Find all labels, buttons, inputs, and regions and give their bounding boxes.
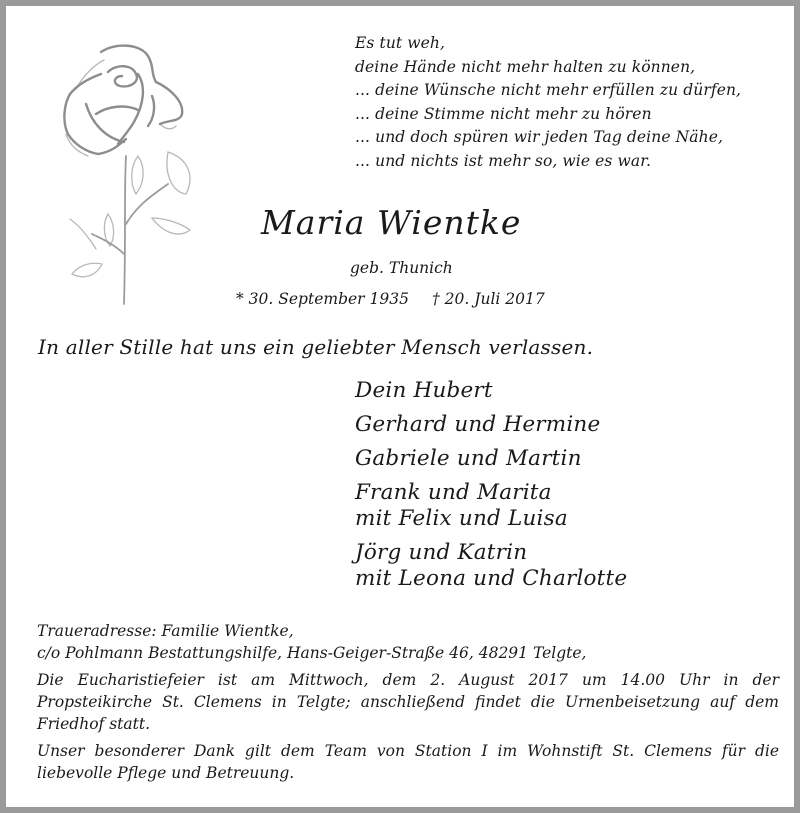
address-line: Traueradresse: Familie Wientke, — [37, 622, 294, 640]
family-list — [355, 378, 627, 600]
family-line: mit Leona und Charlotte — [355, 566, 628, 591]
poem — [355, 32, 741, 173]
address-line: c/o Pohlmann Bestattungshilfe, Hans-Geiger-Straße 46, 48291 Telgte, — [37, 644, 587, 662]
intro-text: In aller Stille hat uns ein geliebter Mensch verlassen. — [38, 335, 594, 359]
poem-line: ... deine Wünsche nicht mehr erfüllen zu dürfen, — [355, 81, 742, 99]
death-date: † 20. Juli 2017 — [432, 290, 545, 308]
family-group — [355, 446, 627, 472]
family-group — [355, 480, 627, 532]
maiden-name: geb. Thunich — [350, 259, 453, 277]
poem-line: ... und nichts ist mehr so, wie es war. — [355, 151, 652, 170]
family-group — [355, 378, 627, 404]
family-group — [355, 540, 627, 592]
family-line: Gabriele und Martin — [355, 446, 582, 471]
poem-line: deine Hände nicht mehr halten zu können, — [355, 57, 696, 76]
service-info: Die Eucharistiefeier ist am Mittwoch, dem 2. August 2017 um 14.00 Uhr in der Propsteikirche St. Clemens in Telgte; anschließend findet die Urnenbeisetzung auf dem Friedhof statt. — [37, 671, 779, 733]
poem-line: Es tut weh, — [355, 34, 446, 52]
family-line: mit Felix und Luisa — [355, 506, 568, 531]
footer-info — [37, 620, 779, 789]
deceased-name: Maria Wientke — [261, 203, 522, 242]
family-line: Dein Hubert — [355, 378, 493, 403]
poem-line: ... deine Stimme nicht mehr zu hören — [355, 104, 652, 123]
mourning-address — [37, 620, 779, 664]
family-line: Gerhard und Hermine — [355, 412, 601, 437]
family-line: Jörg und Katrin — [355, 540, 528, 565]
poem-line: ... und doch spüren wir jeden Tag deine Nähe, — [355, 128, 724, 146]
thanks-text: Unser besonderer Dank gilt dem Team von Station I im Wohnstift St. Clemens für die liebevolle Pflege und Betreuung. — [37, 742, 779, 782]
birth-date: * 30. September 1935 — [236, 290, 409, 308]
rose-icon — [56, 34, 206, 306]
family-group — [355, 412, 627, 438]
family-line: Frank und Marita — [355, 480, 552, 505]
